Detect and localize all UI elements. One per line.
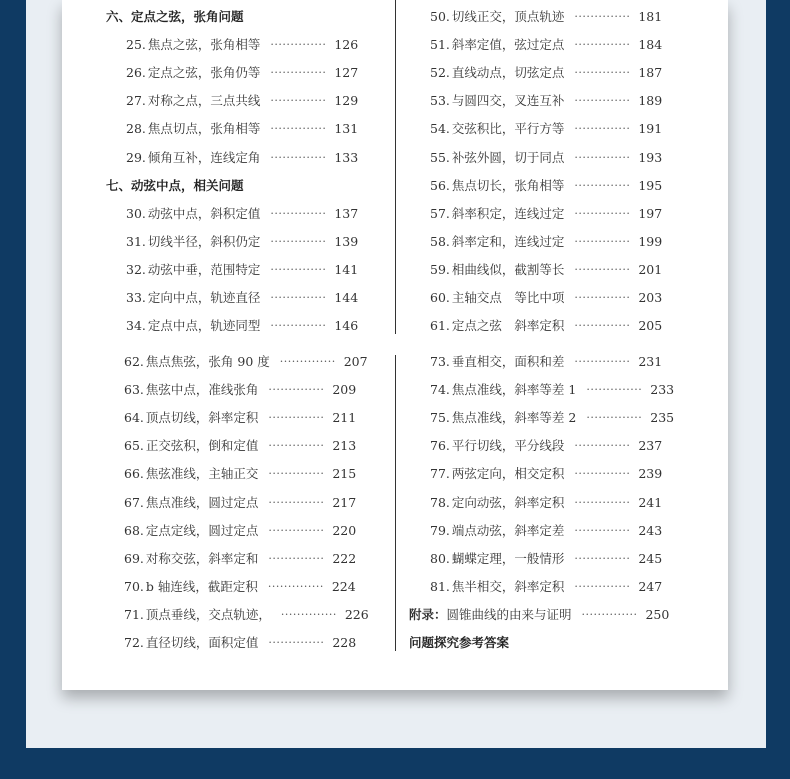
entry-number: 68. <box>124 522 144 538</box>
entry-number: 31. <box>126 233 146 249</box>
toc-entry <box>430 91 662 111</box>
dot-leader: ·············· <box>574 291 631 304</box>
entry-title: 焦半相交，斜率定积 <box>451 578 565 594</box>
entry-title: 对称之点，三点共线 <box>147 93 261 109</box>
dot-leader: ·············· <box>586 411 643 425</box>
toc-entry <box>430 204 662 224</box>
page-number: 245 <box>638 550 663 566</box>
entry-title: 斜率积定，连线过定 <box>451 205 565 221</box>
toc-entry <box>124 521 356 541</box>
dot-leader: ·············· <box>279 355 336 368</box>
entry-title: 垂直相交，面积和差 <box>451 354 565 369</box>
page-number: 187 <box>638 65 663 81</box>
dot-leader: ·············· <box>574 10 631 23</box>
entry-title: 定向中点，轨迹直径 <box>147 290 261 305</box>
entry-title: 焦点准线，斜率等差 2 <box>451 410 577 426</box>
entry-number: 64. <box>124 410 144 426</box>
page-number: 139 <box>334 233 359 249</box>
entry-title: 动弦中点，斜积定值 <box>147 205 261 221</box>
toc-entry <box>126 204 358 224</box>
dot-leader: ·············· <box>270 38 327 52</box>
entry-number: 55. <box>430 149 450 165</box>
dot-leader: ·············· <box>574 150 631 164</box>
dot-leader: ·············· <box>270 122 327 136</box>
toc-entry <box>430 35 662 55</box>
toc-entry <box>124 352 368 372</box>
page-number: 189 <box>638 93 663 109</box>
entry-number: 70. <box>124 578 144 594</box>
entry-title: 定向动弦，斜率定积 <box>451 494 565 510</box>
entry-title: 切线半径，斜积仍定 <box>147 233 261 249</box>
toc-entry <box>430 352 662 372</box>
page-number: 247 <box>638 578 663 594</box>
entry-number: 33. <box>126 290 146 305</box>
page-number: 228 <box>332 635 357 650</box>
entry-title: 相曲线似，截割等长 <box>451 261 565 277</box>
dot-leader: ·············· <box>268 523 325 537</box>
entry-number: 66. <box>124 466 144 482</box>
toc-entry <box>126 35 358 55</box>
page-number: 209 <box>332 382 357 398</box>
entry-title: 焦点切长，张角相等 <box>451 177 565 193</box>
toc-entry <box>430 380 674 400</box>
dot-leader: ·············· <box>268 383 325 397</box>
dot-leader: ·············· <box>270 206 327 220</box>
entry-title: 焦点准线，斜率等差 1 <box>451 382 577 398</box>
page-number: 239 <box>638 466 663 482</box>
dot-leader: ·············· <box>280 607 337 621</box>
toc-entry <box>124 605 369 625</box>
entry-number: 65. <box>124 438 144 454</box>
toc-entry <box>430 549 662 569</box>
entry-number: 71. <box>124 606 144 622</box>
dot-leader: ·············· <box>574 439 631 453</box>
appendix-label: 附录： <box>409 606 447 622</box>
entry-number: 51. <box>430 37 450 53</box>
toc-entry <box>126 91 358 111</box>
toc-entry <box>430 577 662 597</box>
page-number: 137 <box>334 205 359 221</box>
toc-entry <box>430 464 662 484</box>
entry-number: 27. <box>126 93 146 109</box>
entry-title: 平行切线，平分线段 <box>451 438 565 454</box>
dot-leader: ·············· <box>267 579 324 593</box>
dot-leader: ·············· <box>574 178 631 192</box>
dot-leader: ·············· <box>268 495 325 509</box>
toc-entry <box>126 63 358 83</box>
section-heading: 七、动弦中点，相关问题 <box>106 177 244 193</box>
page-number: 211 <box>332 410 357 426</box>
entry-title: 对称交弦，斜率定和 <box>145 550 259 566</box>
entry-title: 定点中点，轨迹同型 <box>147 318 261 334</box>
entry-number: 34. <box>126 318 146 334</box>
page-number: 233 <box>650 382 675 398</box>
entry-number: 81. <box>430 578 450 594</box>
entry-number: 80. <box>430 550 450 566</box>
entry-title: 倾角互补，连线定角 <box>147 149 261 165</box>
section-heading: 六、定点之弦，张角问题 <box>106 9 244 24</box>
dot-leader: ·············· <box>270 291 327 304</box>
column-divider-top <box>395 0 396 334</box>
dot-leader: ·············· <box>270 150 327 164</box>
entry-number: 69. <box>124 550 144 566</box>
toc-entry <box>124 408 356 428</box>
page-number: 237 <box>638 438 663 454</box>
entry-number: 63. <box>124 382 144 398</box>
dot-leader: ·············· <box>574 579 631 593</box>
entry-number: 75. <box>430 410 450 426</box>
entry-number: 67. <box>124 494 144 510</box>
entry-number: 73. <box>430 354 450 369</box>
toc-entry <box>124 493 356 513</box>
page-number: 144 <box>334 290 359 305</box>
entry-title: 两弦定向，相交定积 <box>451 466 565 482</box>
entry-title: 焦点切点，张角相等 <box>147 121 261 137</box>
dot-leader: ·············· <box>268 551 325 565</box>
entry-number: 54. <box>430 121 450 137</box>
page-number: 193 <box>638 149 663 165</box>
entry-title: 主轴交点 等比中项 <box>451 290 565 305</box>
entry-number: 76. <box>430 438 450 454</box>
toc-entry <box>430 63 662 83</box>
entry-number: 59. <box>430 261 450 277</box>
dot-leader: ·············· <box>574 495 631 509</box>
entry-number: 62. <box>124 354 144 369</box>
column-divider-bottom <box>395 355 396 651</box>
dot-leader: ·············· <box>268 636 325 649</box>
toc-entry <box>126 148 358 168</box>
page-number: 226 <box>344 606 369 622</box>
dot-leader: ·············· <box>581 607 638 621</box>
entry-number: 28. <box>126 121 146 137</box>
entry-title: 直线动点，切弦定点 <box>451 65 565 81</box>
page-number: 197 <box>638 205 663 221</box>
entry-title: 焦点之弦，张角相等 <box>147 37 261 53</box>
page-number: 222 <box>332 550 357 566</box>
entry-title: 斜率定值，弦过定点 <box>451 37 565 53</box>
entry-title: 顶点切线，斜率定积 <box>145 410 259 426</box>
entry-title: 定点之弦 斜率定积 <box>451 318 565 334</box>
page-number: 207 <box>343 354 368 369</box>
toc-entry <box>124 380 356 400</box>
toc-entry <box>124 577 356 597</box>
dot-leader: ·············· <box>574 355 631 368</box>
toc-entry <box>126 316 358 336</box>
page-number: 231 <box>638 354 663 369</box>
page-number: 235 <box>650 410 675 426</box>
page-number: 127 <box>334 65 359 81</box>
dot-leader: ·············· <box>270 94 327 108</box>
entry-title: 斜率定和，连线过定 <box>451 233 565 249</box>
dot-leader: ·············· <box>270 66 327 80</box>
entry-number: 79. <box>430 522 450 538</box>
toc-entry <box>430 232 662 252</box>
entry-number: 72. <box>124 635 144 650</box>
toc-entry <box>124 436 356 456</box>
entry-number: 52. <box>430 65 450 81</box>
entry-title: 顶点垂线，交点轨迹， <box>145 606 271 622</box>
page-number: 195 <box>638 177 663 193</box>
page-number: 131 <box>334 121 359 137</box>
dot-leader: ·············· <box>270 319 327 333</box>
toc-entry <box>430 493 662 513</box>
toc-page <box>62 0 728 690</box>
entry-number: 74. <box>430 382 450 398</box>
entry-title: 定点定线，圆过定点 <box>145 522 259 538</box>
page-number: 215 <box>332 466 357 482</box>
entry-number: 25. <box>126 37 146 53</box>
entry-title: 补弦外圆，切于同点 <box>451 149 565 165</box>
toc-entry <box>126 260 358 280</box>
entry-number: 29. <box>126 149 146 165</box>
entry-title: 直径切线，面积定值 <box>145 635 259 650</box>
dot-leader: ·············· <box>574 262 631 276</box>
entry-title: 与圆四交，叉连互补 <box>451 93 565 109</box>
toc-entry <box>124 464 356 484</box>
page-number: 191 <box>638 121 663 137</box>
dot-leader: ·············· <box>574 38 631 52</box>
page-number: 241 <box>638 494 663 510</box>
entry-number: 53. <box>430 93 450 109</box>
dot-leader: ·············· <box>574 122 631 136</box>
entry-number: 50. <box>430 9 450 24</box>
dot-leader: ·············· <box>574 319 631 333</box>
dot-leader: ·············· <box>268 439 325 453</box>
toc-entry <box>430 148 662 168</box>
page-number: 224 <box>331 578 356 594</box>
page-number: 146 <box>334 318 359 334</box>
entry-number: 56. <box>430 177 450 193</box>
toc-entry <box>430 521 662 541</box>
toc-entry <box>430 436 662 456</box>
entry-number: 61. <box>430 318 450 334</box>
entry-title: 切线正交，顶点轨迹 <box>451 9 565 24</box>
page-number: 199 <box>638 233 663 249</box>
page-number: 141 <box>334 261 359 277</box>
toc-entry <box>430 7 662 27</box>
entry-title: 正交弦积，倒和定值 <box>145 438 259 454</box>
page-number: 205 <box>638 318 663 334</box>
dot-leader: ·············· <box>574 66 631 80</box>
section-heading: 问题探究参考答案 <box>409 635 510 650</box>
toc-entry <box>430 176 662 196</box>
toc-entry <box>430 316 662 336</box>
entry-title: b 轴连线，截距定积 <box>145 578 258 594</box>
entry-title: 焦点准线，圆过定点 <box>145 494 259 510</box>
dot-leader: ·············· <box>574 94 631 108</box>
entry-number: 60. <box>430 290 450 305</box>
page-number: 126 <box>334 37 359 53</box>
entry-number: 26. <box>126 65 146 81</box>
toc-entry <box>124 633 356 653</box>
entry-title: 定点之弦，张角仍等 <box>147 65 261 81</box>
entry-number: 32. <box>126 261 146 277</box>
page-number: 181 <box>638 9 663 24</box>
dot-leader: ·············· <box>270 234 327 248</box>
dot-leader: ·············· <box>268 411 325 425</box>
page-number: 243 <box>638 522 663 538</box>
page-number: 133 <box>334 149 359 165</box>
dot-leader: ·············· <box>574 523 631 537</box>
page-number: 184 <box>638 37 663 53</box>
dot-leader: ·············· <box>270 262 327 276</box>
entry-number: 30. <box>126 205 146 221</box>
entry-number: 78. <box>430 494 450 510</box>
entry-title: 圆锥曲线的由来与证明 <box>446 606 572 622</box>
page-number: 203 <box>638 290 663 305</box>
entry-title: 焦弦准线，主轴正交 <box>145 466 259 482</box>
page-number: 220 <box>332 522 357 538</box>
toc-entry <box>430 260 662 280</box>
dot-leader: ·············· <box>586 383 643 397</box>
page-number: 129 <box>334 93 359 109</box>
entry-title: 交弦积比，平行方等 <box>451 121 565 137</box>
toc-entry <box>430 408 674 428</box>
toc-entry <box>126 232 358 252</box>
toc-entry <box>124 549 356 569</box>
toc-entry <box>126 119 358 139</box>
page-number: 250 <box>645 606 670 622</box>
entry-number: 57. <box>430 205 450 221</box>
entry-title: 动弦中垂，范围特定 <box>147 261 261 277</box>
page-number: 217 <box>332 494 357 510</box>
dot-leader: ·············· <box>574 234 631 248</box>
entry-number: 58. <box>430 233 450 249</box>
entry-title: 焦弦中点，准线张角 <box>145 382 259 398</box>
toc-entry <box>126 288 358 308</box>
toc-entry <box>430 119 662 139</box>
toc-entry <box>409 605 669 625</box>
entry-title: 端点动弦，斜率定差 <box>451 522 565 538</box>
dot-leader: ·············· <box>574 206 631 220</box>
dot-leader: ·············· <box>268 467 325 481</box>
dot-leader: ·············· <box>574 551 631 565</box>
toc-entry <box>430 288 662 308</box>
entry-title: 蝴蝶定理，一般情形 <box>451 550 565 566</box>
page-number: 213 <box>332 438 357 454</box>
entry-title: 焦点焦弦，张角 90 度 <box>145 354 270 369</box>
entry-number: 77. <box>430 466 450 482</box>
dot-leader: ·············· <box>574 467 631 481</box>
page-number: 201 <box>638 261 663 277</box>
